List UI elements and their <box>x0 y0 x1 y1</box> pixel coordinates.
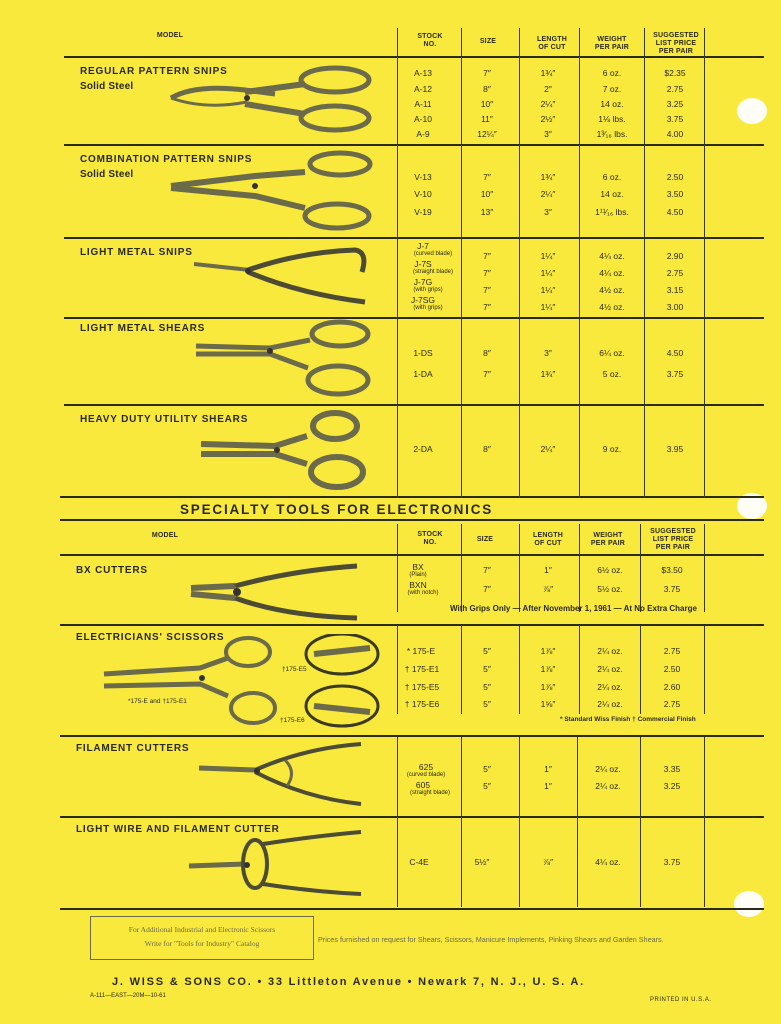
price: 2.75 <box>666 268 684 278</box>
stock-no: BXN <box>409 580 427 590</box>
length: 1¾″ <box>540 172 556 182</box>
filament-cutters-illustration <box>195 740 367 810</box>
size: 12¼″ <box>477 129 497 139</box>
length: 1⅞″ <box>540 682 556 692</box>
light-wire-cutter-illustration <box>185 826 367 902</box>
price: 3.15 <box>666 285 684 295</box>
weight: 6½ oz. <box>597 565 623 575</box>
rule <box>64 237 764 239</box>
header-stock-no: STOCK NO. <box>417 33 443 48</box>
length: ⅞″ <box>542 857 554 867</box>
weight: 1¹¹⁄₁₆ lbs. <box>595 207 629 217</box>
header-stock-no: STOCK NO. <box>417 531 443 546</box>
heavy-duty-shears-illustration <box>195 408 375 494</box>
stock-no: 1-DA <box>413 369 433 379</box>
stock-no: † 175-E6 <box>404 699 440 709</box>
stock-no: 1-DS <box>413 348 433 358</box>
length: 1⅞″ <box>540 664 556 674</box>
stock-no: 605 <box>415 780 431 790</box>
price: 2.90 <box>666 251 684 261</box>
weight: 9 oz. <box>602 444 622 454</box>
header-price: SUGGESTED LIST PRICE PER PAIR <box>653 32 699 55</box>
price: 3.75 <box>666 114 684 124</box>
header-price: SUGGESTED LIST PRICE PER PAIR <box>650 528 696 551</box>
weight: 14 oz. <box>600 99 624 109</box>
size: 7″ <box>483 68 491 78</box>
stock-note: (Plain) <box>409 572 427 578</box>
stock-note: (straight blade) <box>409 790 451 796</box>
price: 3.75 <box>666 369 684 379</box>
stock-no: J-7G <box>413 277 433 287</box>
size: 5″ <box>483 781 491 791</box>
catalog-box-line: For Additional Industrial and Electronic Scissors <box>128 925 276 934</box>
catalog-box <box>90 916 314 960</box>
weight: 5 oz. <box>602 369 622 379</box>
weight: 6¼ oz. <box>599 348 625 358</box>
price: 2.75 <box>663 699 681 709</box>
header-size: SIZE <box>479 38 497 45</box>
length: 3″ <box>544 348 552 358</box>
prices-note: Prices furnished on request for Shears, Scissors, Manicure Implements, Pinking Shears and Garden Shears. <box>318 935 664 944</box>
rule <box>64 404 764 406</box>
catalog-box-line: Write for "Tools for Industry" Catalog <box>144 939 260 948</box>
stock-no: * 175-E <box>406 646 436 656</box>
size: 5″ <box>483 764 491 774</box>
stock-note: (straight blade) <box>412 269 454 275</box>
bx-footnote: With Grips Only — After November 1, 1961 — At No Extra Charge <box>450 604 697 613</box>
size: 7″ <box>483 268 491 278</box>
section-title: COMBINATION PATTERN SNIPS <box>80 154 253 165</box>
length: 2¼″ <box>540 99 556 109</box>
stock-no: BX <box>412 562 424 572</box>
weight: 6 oz. <box>602 172 622 182</box>
header-model: MODEL <box>151 532 179 539</box>
price: 4.50 <box>666 207 684 217</box>
length: 1″ <box>544 764 552 774</box>
price: $2.35 <box>664 68 686 78</box>
light-metal-snips-illustration <box>190 242 375 308</box>
size: 5″ <box>483 664 491 674</box>
stock-no: V-10 <box>414 189 432 199</box>
rule <box>64 317 764 319</box>
section-title: HEAVY DUTY UTILITY SHEARS <box>80 414 249 425</box>
price: 3.35 <box>663 764 681 774</box>
size: 10″ <box>480 189 494 199</box>
price: 2.60 <box>663 682 681 692</box>
column-rule <box>704 524 705 612</box>
stock-no: V-13 <box>414 172 432 182</box>
size: 8″ <box>483 348 491 358</box>
section-title: LIGHT METAL SHEARS <box>80 323 206 334</box>
column-rule <box>577 737 578 907</box>
size: 5″ <box>483 646 491 656</box>
column-rule <box>704 737 705 907</box>
callout-175-e5: †175-E5 <box>282 666 307 673</box>
rule <box>60 908 764 910</box>
stock-note: (with grips) <box>413 305 443 311</box>
rule <box>60 554 764 556</box>
section-title: FILAMENT CUTTERS <box>76 743 190 754</box>
size: 8″ <box>483 84 491 94</box>
company-line: J. WISS & SONS CO. • 33 Littleton Avenue • Newark 7, N. J., U. S. A. <box>112 976 586 988</box>
size: 11″ <box>481 114 493 124</box>
weight: 5½ oz. <box>597 584 623 594</box>
length: ⅞″ <box>542 584 554 594</box>
weight: 2¼ oz. <box>597 699 623 709</box>
stock-no: A-13 <box>414 68 432 78</box>
size: 7″ <box>483 172 491 182</box>
header-weight: WEIGHT PER PAIR <box>594 36 630 51</box>
stock-no: A-12 <box>414 84 432 94</box>
length: 2½″ <box>540 114 556 124</box>
rule <box>64 56 764 58</box>
weight: 4¼ oz. <box>599 268 625 278</box>
price: 4.50 <box>666 348 684 358</box>
rule <box>60 624 764 626</box>
length: 1″ <box>544 781 552 791</box>
weight: 4¼ oz. <box>595 857 621 867</box>
length: 1⅞″ <box>540 646 556 656</box>
price: $3.50 <box>661 565 683 575</box>
size: 7″ <box>483 251 491 261</box>
price: 3.25 <box>663 781 681 791</box>
size: 13″ <box>480 207 494 217</box>
price: 3.00 <box>666 302 684 312</box>
price: 3.95 <box>666 444 684 454</box>
price: 3.75 <box>663 857 681 867</box>
stock-no: 2-DA <box>413 444 433 454</box>
weight: 4½ oz. <box>599 302 625 312</box>
size: 7″ <box>483 369 491 379</box>
size: 8″ <box>483 444 491 454</box>
weight: 4¼ oz. <box>599 251 625 261</box>
punch-hole <box>737 98 767 124</box>
stock-no: J-7SG <box>410 295 436 305</box>
size: 7″ <box>483 302 491 312</box>
stock-no: A-9 <box>416 129 430 139</box>
length: 3″ <box>544 129 552 139</box>
price: 3.75 <box>663 584 681 594</box>
electricians-scissors-illustration <box>100 634 382 730</box>
length: 1¾″ <box>540 68 556 78</box>
rule <box>60 496 764 498</box>
rule <box>64 144 764 146</box>
length: 1¼″ <box>540 302 556 312</box>
stock-note: (curved blade) <box>413 251 453 257</box>
header-model: MODEL <box>156 32 184 39</box>
length: 1″ <box>544 565 552 575</box>
weight: 1⅛ lbs. <box>598 114 626 124</box>
price: 2.50 <box>663 664 681 674</box>
section-title: LIGHT METAL SNIPS <box>80 247 193 258</box>
stock-no: 625 <box>418 762 434 772</box>
stock-no: † 175-E5 <box>404 682 440 692</box>
price: 2.75 <box>666 84 684 94</box>
length: 1¾″ <box>540 369 556 379</box>
rule <box>60 816 764 818</box>
stock-note: (with grips) <box>413 287 443 293</box>
size: 10″ <box>480 99 494 109</box>
length: 1¼″ <box>540 251 556 261</box>
size: 7″ <box>483 285 491 295</box>
column-rule <box>640 737 641 907</box>
header-size: SIZE <box>476 536 494 543</box>
weight: 14 oz. <box>600 189 624 199</box>
weight: 2¼ oz. <box>597 646 623 656</box>
stock-note: (with notch) <box>407 590 439 596</box>
stock-no: C-4E <box>409 857 429 867</box>
finish-footnote: * Standard Wiss Finish † Commercial Finish <box>560 716 696 723</box>
length: 1¼″ <box>540 285 556 295</box>
bx-cutters-illustration <box>185 560 365 624</box>
price: 4.00 <box>666 129 684 139</box>
stock-no: J-7S <box>414 259 432 269</box>
column-rule <box>704 626 705 714</box>
price: 3.25 <box>666 99 684 109</box>
weight: 2¼ oz. <box>595 764 621 774</box>
length: 3″ <box>544 207 552 217</box>
weight: 2¼ oz. <box>595 781 621 791</box>
price: 2.75 <box>663 646 681 656</box>
weight: 2¼ oz. <box>597 682 623 692</box>
length: 1⅝″ <box>540 699 556 709</box>
weight: 7 oz. <box>602 84 622 94</box>
size: 5″ <box>483 699 491 709</box>
header-weight: WEIGHT PER PAIR <box>590 532 626 547</box>
column-rule <box>461 737 462 907</box>
combination-snips-illustration <box>165 148 380 234</box>
size: 7″ <box>483 584 491 594</box>
stock-no: A-10 <box>414 114 432 124</box>
stock-no: J-7 <box>417 241 429 251</box>
size: 7″ <box>483 565 491 575</box>
regular-snips-illustration <box>165 62 380 136</box>
length: 1¼″ <box>540 268 556 278</box>
section-title: REGULAR PATTERN SNIPS <box>80 66 228 77</box>
stock-no: V-19 <box>414 207 432 217</box>
weight: 6 oz. <box>602 68 622 78</box>
price: 2.50 <box>666 172 684 182</box>
size: 5½″ <box>474 857 490 867</box>
callout-175-e6: †175-E6 <box>280 717 305 724</box>
price: 3.50 <box>666 189 684 199</box>
light-metal-shears-illustration <box>190 318 375 400</box>
weight: 2¼ oz. <box>597 664 623 674</box>
stock-no: † 175-E1 <box>404 664 440 674</box>
header-length: LENGTH OF CUT <box>533 532 563 547</box>
specialty-banner-title: SPECIALTY TOOLS FOR ELECTRONICS <box>180 502 494 517</box>
section-title: BX CUTTERS <box>76 565 148 576</box>
size: 5″ <box>483 682 491 692</box>
printed-in: PRINTED IN U.S.A. <box>650 997 712 1003</box>
weight: 1³⁄₁₆ lbs. <box>596 129 628 139</box>
column-rule <box>519 737 520 907</box>
rule <box>60 519 764 521</box>
length: 2¼″ <box>540 189 556 199</box>
weight: 4½ oz. <box>599 285 625 295</box>
section-title: ELECTRICIANS' SCISSORS <box>76 632 225 643</box>
rule <box>60 735 764 737</box>
stock-no: A-11 <box>414 99 432 109</box>
section-title: LIGHT WIRE AND FILAMENT CUTTER <box>76 824 280 835</box>
header-length: LENGTH OF CUT <box>537 36 567 51</box>
section-subtitle: Solid Steel <box>80 81 134 92</box>
length: 2¼″ <box>540 444 556 454</box>
length: 2″ <box>544 84 552 94</box>
callout-175-e-e1: *175-E and †175-E1 <box>128 698 187 705</box>
form-code: A-111—EAST—20M—10-61 <box>90 993 166 999</box>
punch-hole <box>734 891 764 917</box>
stock-note: (curved blade) <box>406 772 446 778</box>
section-subtitle: Solid Steel <box>80 169 134 180</box>
